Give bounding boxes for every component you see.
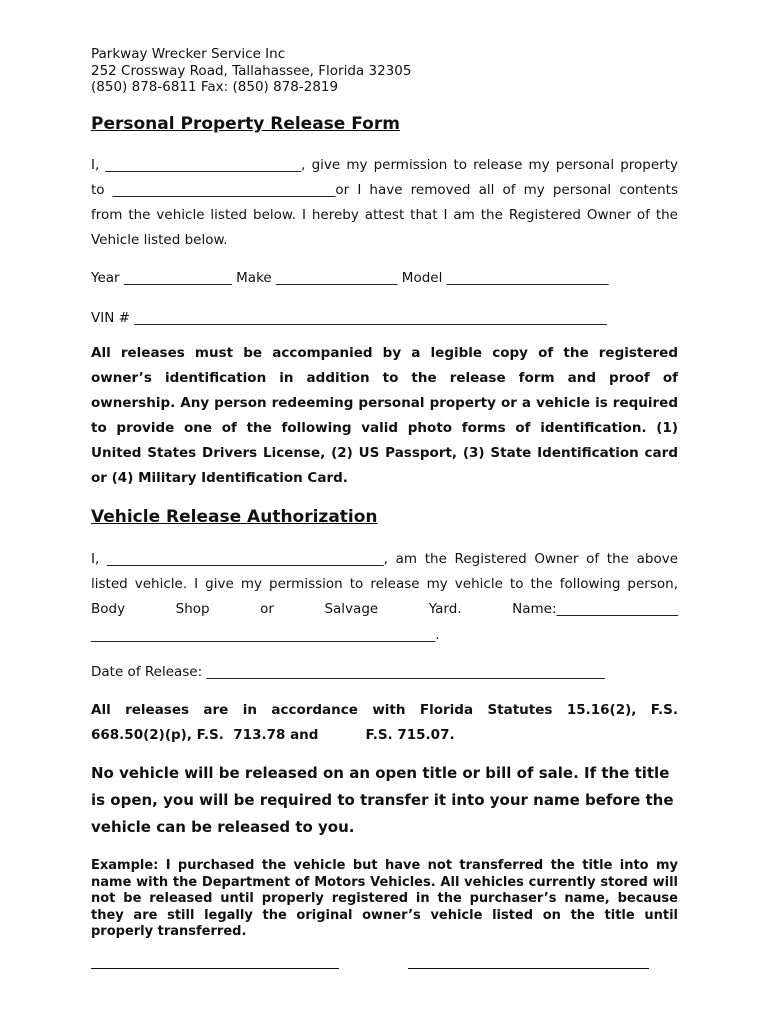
name-continuation-line: ___________________________________________________. [91, 627, 440, 643]
company-address: 252 Crossway Road, Tallahassee, Florida 32305 [91, 62, 412, 79]
statutes-line-1: All releases are in accordance with Florida Statutes 15.16(2), F.S. [91, 702, 678, 718]
personal-release-title: Personal Property Release Form [91, 114, 400, 134]
personal-release-paragraph: I, _____________________________, give my permission to release my personal property to _________________________________or I have removed all of my personal contents from the vehicle listed below. I hereby attest that I am the Registered Owner of the Vehicle listed below. [91, 157, 678, 248]
vehicle-release-title: Vehicle Release Authorization [91, 507, 378, 527]
company-name: Parkway Wrecker Service Inc [91, 46, 286, 62]
company-phone-fax: (850) 878-6811 Fax: (850) 878-2819 [91, 79, 339, 95]
company-header [91, 46, 678, 96]
date-of-release-line: Date of Release: ___________________________________________________________ [91, 664, 605, 680]
example-paragraph: Example: I purchased the vehicle but have not transferred the title into my name with the Department of Motors Vehicles. All vehicles currently stored will not be released until properly registered in the purchaser’s name, because they are still legally the original owner’s vehicle listed on the title until properly transferred. [91, 858, 678, 939]
vehicle-info-line: Year ________________ Make __________________ Model ________________________ [91, 270, 609, 286]
vehicle-release-paragraph: I, _________________________________________, am the Registered Owner of the above listed vehicle. I give my permission to release my vehicle to the following person, Body Shop or Salvage Yard. Name:__________________ [91, 551, 678, 617]
vin-line: VIN # ______________________________________________________________________ [91, 310, 607, 326]
signature-line-right [408, 968, 649, 969]
statutes-line-2: 668.50(2)(p), F.S. 713.78 and F.S. 715.07. [91, 727, 455, 743]
open-title-notice: No vehicle will be released on an open title or bill of sale. If the title is open, you will be required to transfer it into your name before the vehicle can be released to you. [91, 764, 674, 836]
signature-line-left [91, 968, 339, 969]
id-requirements-paragraph: All releases must be accompanied by a legible copy of the registered owner’s identification in addition to the release form and proof of ownership. Any person redeeming personal property or a vehicle is required to provide one of the following valid photo forms of identification. (1) United States Drivers License, (2) US Passport, (3) State Identification card or (4) Military Identification Card. [91, 345, 678, 486]
